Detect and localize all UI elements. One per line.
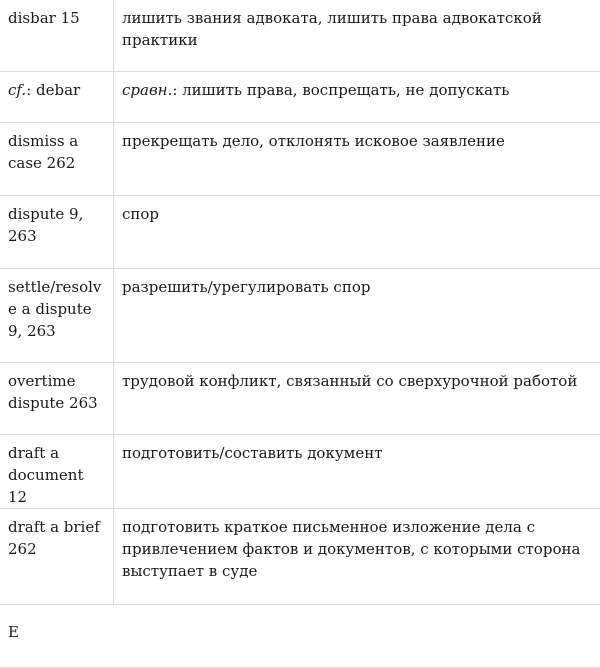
table-row	[0, 435, 600, 509]
definition-cell: лишить звания адвоката, лишить права адвокатской практики	[114, 0, 600, 72]
term-cell: draft a document 12	[0, 435, 114, 509]
term-cell: dismiss a case 262	[0, 123, 114, 196]
term-cell: dispute 9, 263	[0, 196, 114, 269]
table-row	[0, 123, 600, 196]
table-row	[0, 363, 600, 435]
term-cell: settle/resolve a dispute 9, 263	[0, 269, 114, 363]
section-letter: E	[0, 605, 600, 668]
term-cell	[0, 72, 114, 123]
table-row	[0, 269, 600, 363]
definition-prefix: сравн.	[122, 81, 172, 99]
term-cell: draft a brief 262	[0, 509, 114, 605]
definition-cell	[114, 72, 600, 123]
table-row	[0, 509, 600, 605]
term-prefix: cf.	[8, 81, 26, 99]
definition-cell: прекрещать дело, отклонять исковое заявление	[114, 123, 600, 196]
term-cell: disbar 15	[0, 0, 114, 72]
definition-cell: спор	[114, 196, 600, 269]
definition-cell: разрешить/урегулировать спор	[114, 269, 600, 363]
definition-text: : лишить права, воспрещать, не допускать	[172, 81, 509, 99]
definition-cell: подготовить краткое письменное изложение дела с привлечением фактов и документов, с которыми сторона выступает в суде	[114, 509, 600, 605]
definition-cell: подготовить/составить документ	[114, 435, 600, 509]
table-row	[0, 0, 600, 72]
definition-cell: трудовой конфликт, связанный со сверхурочной работой	[114, 363, 600, 435]
term-cell: overtime dispute 263	[0, 363, 114, 435]
table-row	[0, 196, 600, 269]
section-row	[0, 605, 600, 668]
table-row	[0, 72, 600, 123]
term-text: : debar	[26, 81, 80, 99]
